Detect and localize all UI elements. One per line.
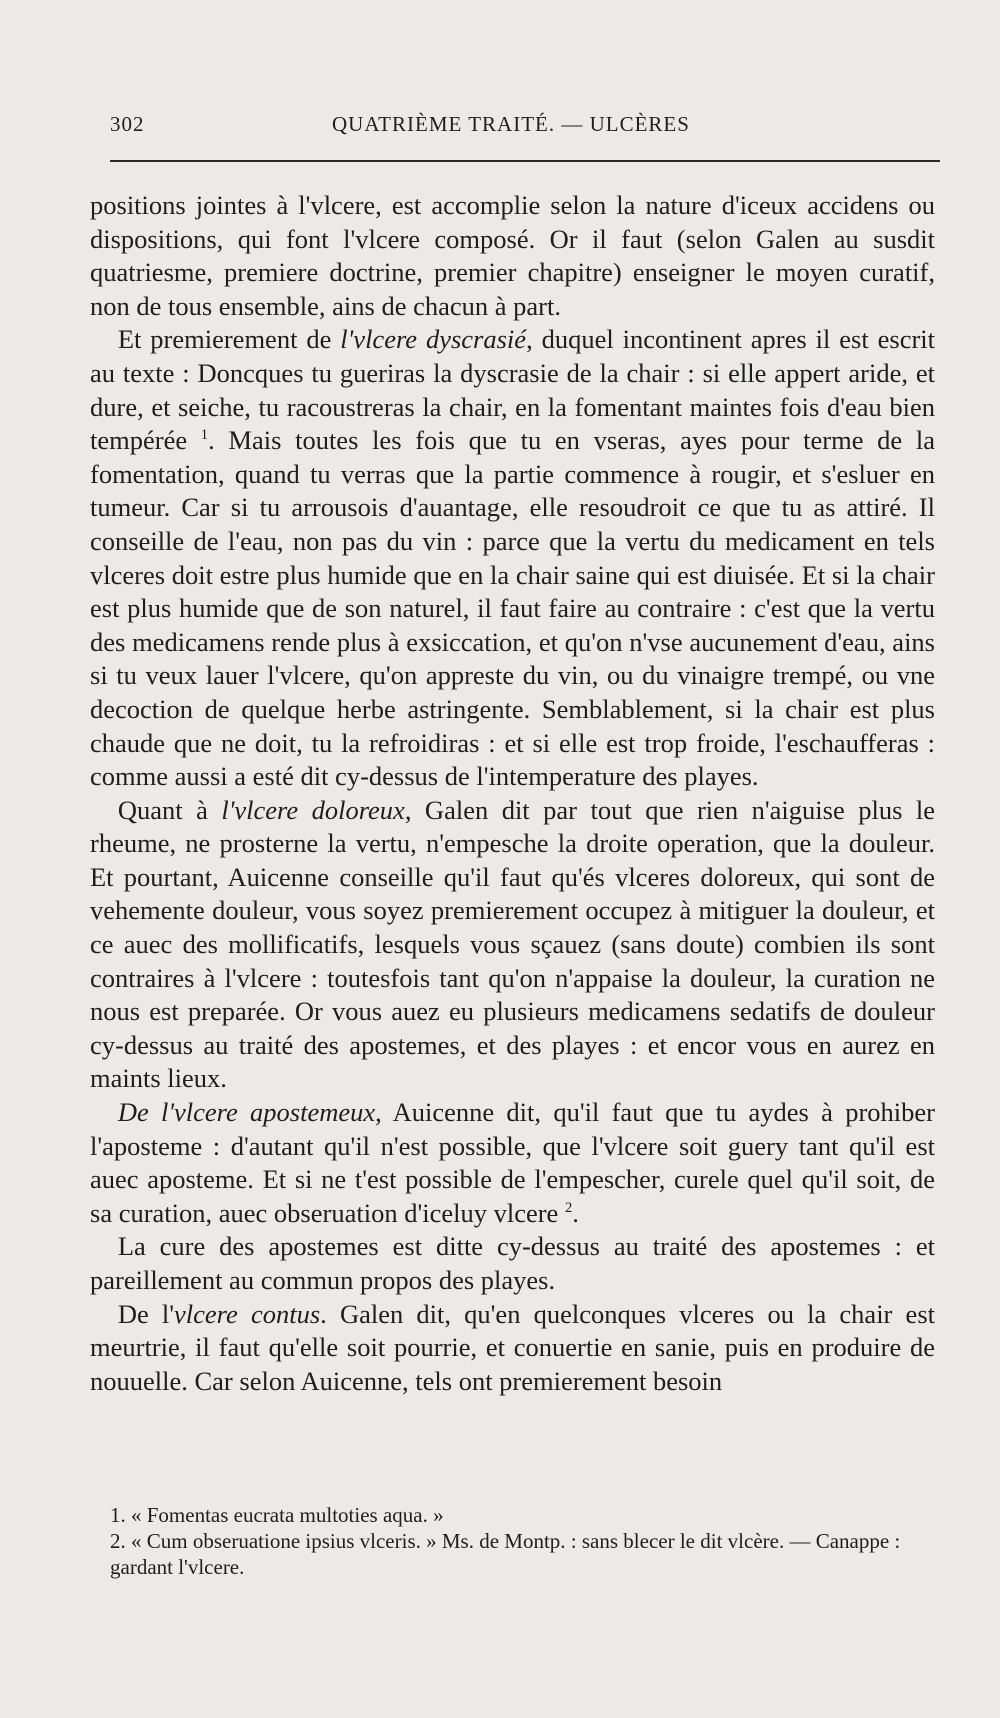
paragraph-p6: [90, 1298, 935, 1399]
header-rule: [110, 160, 940, 162]
text-segment: , duquel incontinent apres il est escrit au texte : Doncques tu gueriras la dyscrasie de la chair : si elle appert aride, et dure, et seiche, tu racoustreras la chair, en la fomentant maintes fois d'eau bien tempérée: [90, 324, 935, 456]
text-segment: . Galen dit, qu'en quelconques vlceres ou la chair est meurtrie, il faut qu'elle soit pourrie, et conuertie en sanie, puis en produire de nouuelle. Car selon Auicenne, tels ont premierement besoin: [90, 1298, 935, 1396]
text-segment: , Auicenne dit, qu'il faut que tu aydes à prohiber l'aposteme : d'autant qu'il n'est possible, que l'vlcere soit guery tant qu'il est auec aposteme. Et si ne t'est possible de l'empescher, curele quel qu'il soit, de sa curation, auec obseruation d'iceluy vlcere: [90, 1097, 935, 1228]
text-segment: .: [572, 1197, 579, 1228]
body-text: [90, 189, 935, 1398]
italic-term: De l'vlcere apostemeux: [117, 1097, 376, 1128]
paragraph-p2: [90, 323, 935, 793]
text-segment: La cure des apostemes est ditte cy-dessus au traité des apostemes : et pareillement au commun propos des playes.: [90, 1231, 935, 1295]
paragraph-p3: [90, 794, 935, 1096]
text-segment: Et premierement de: [117, 324, 341, 355]
text-segment: De l': [117, 1298, 175, 1329]
italic-term: vlcere contus: [174, 1298, 321, 1329]
footnotes: [110, 1502, 940, 1580]
italic-term: l'vlcere doloreux: [221, 794, 405, 825]
paragraph-p4: [90, 1096, 935, 1230]
text-segment: . Mais toutes les fois que tu en vseras, ayes pour terme de la fomentation, quand tu verras que la partie commence à rougir, et s'esluer en tumeur. Car si tu arrousois d'auantage, elle resoudroit ce que tu as attiré. Il conseille de l'eau, non pas du vin : parce que la vertu du medicament en tels vlceres doit estre plus humide que en la chair saine qui est diuisée. Et si la chair est plus humide que de son naturel, il faut faire au contraire : c'est que la vertu des medicamens rende plus à exsiccation, et qu'on n'vse aucunement d'eau, ains si tu veux lauer l'vlcere, qu'on appreste du vin, ou du vinaigre trempé, ou vne decoction de quelque herbe astringente. Semblablement, si la chair est plus chaude que ne doit, tu la refroidiras : et si elle est trop froide, l'eschaufferas : comme aussi a esté dit cy-dessus de l'intemperature des playes.: [90, 425, 935, 792]
text-segment: , Galen dit par tout que rien n'aiguise plus le rheume, ne prosterne la vertu, n'empesche la droite operation, que la douleur. Et pourtant, Auicenne conseille qu'il faut qu'és vlceres doloreux, qui sont de vehemente douleur, vous soyez premierement occupez à mitiguer la douleur, et ce auec des mollificatifs, lesquels vous sçauez (sans doute) combien ils sont contraires à l'vlcere : toutesfois tant qu'on n'appaise la douleur, la curation ne nous est preparée. Or vous auez eu plusieurs medicamens sedatifs de douleur cy-dessus au traité des apostemes, et des playes : et encor vous en aurez en maints lieux.: [90, 794, 935, 1094]
footnote-2: 2. « Cum obseruatione ipsius vlceris. » Ms. de Montp. : sans blecer le dit vlcère. — Canappe : gardant l'vlcere.: [110, 1529, 901, 1579]
paragraph-p5: [90, 1230, 935, 1297]
footnote-ref: 1: [200, 427, 209, 444]
paragraph-p1: [90, 189, 935, 323]
text-segment: Quant à: [117, 794, 222, 825]
footnote-1: 1. « Fomentas eucrata multoties aqua. »: [110, 1503, 444, 1527]
running-title: QUATRIÈME TRAITÉ. — ULCÈRES: [332, 112, 690, 136]
page-number: 302: [110, 112, 145, 136]
footnote-ref: 2: [564, 1199, 573, 1216]
italic-term: l'vlcere dyscrasié: [340, 324, 527, 355]
page-header: [110, 112, 940, 146]
text-segment: positions jointes à l'vlcere, est accomplie selon la nature d'iceux accidens ou dispositions, qui font l'vlcere composé. Or il faut (selon Galen au susdit quatriesme, premiere doctrine, premier chapitre) enseigner le moyen curatif, non de tous ensemble, ains de chacun à part.: [90, 190, 935, 321]
